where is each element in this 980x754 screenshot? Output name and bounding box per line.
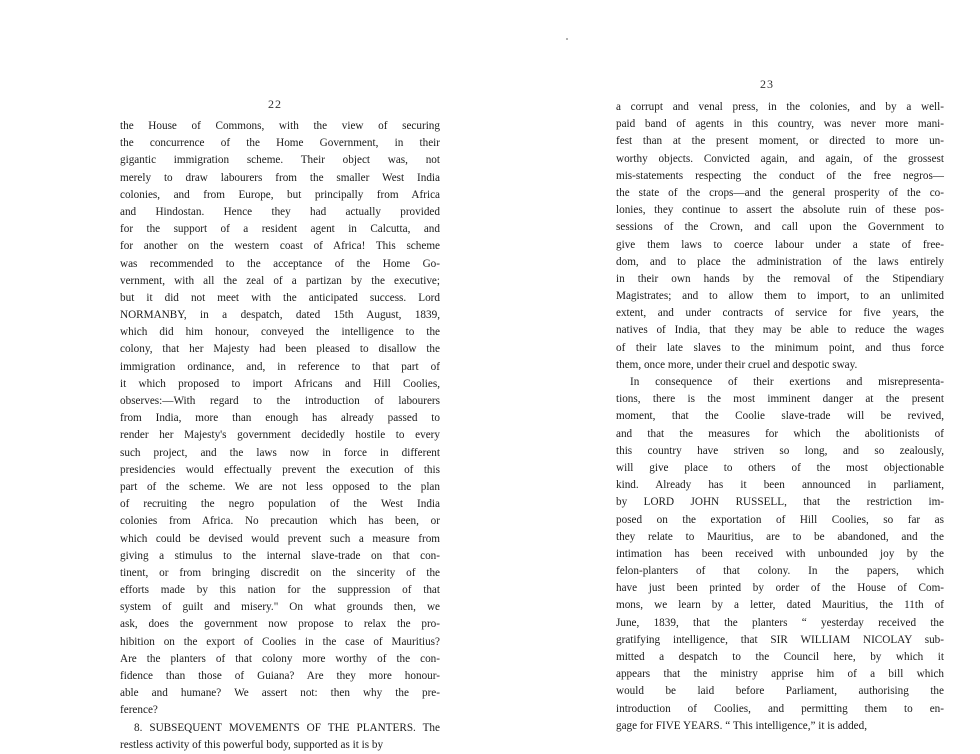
text-line: in their own hands by the removal of the Stipendiary [616, 272, 944, 285]
text-line: colony, that her Majesty had been pleased to disallow the [120, 343, 440, 356]
text-line: for the support of a resident agent in Calcutta, and [120, 223, 440, 236]
text-line: part of the scheme. We are not less opposed to the plan [120, 480, 440, 493]
text-line: natives of India, that they may be able to reduce the wages [616, 324, 944, 337]
text-line: mis-statements respecting the conduct of the free negros— [616, 169, 944, 182]
text-line: worthy objects. Convicted again, and again, of the grossest [616, 152, 944, 165]
text-line: fest than at the present moment, or directed to more un- [616, 135, 944, 148]
text-line: felon-planters of that colony. In the papers, which [616, 565, 944, 578]
text-line: efforts made by this nation for the suppression of that [120, 584, 440, 597]
text-line: was recommended to the acceptance of the Home Go- [120, 257, 440, 270]
text-line: NORMANBY, in a despatch, dated 15th August, 1839, [120, 309, 440, 322]
text-line: paid band of agents in this country, was never more mani- [616, 118, 944, 131]
text-line: render her Majesty's government decidedly hostile to every [120, 429, 440, 442]
text-line: give them laws to coerce labour under a state of free- [616, 238, 944, 251]
text-line: dom, and to place the administration of the laws entirely [616, 255, 944, 268]
text-line: from India, more than enough has already passed to [120, 412, 440, 425]
text-line: system of guilt and misery." On what grounds then, we [120, 601, 440, 614]
text-line: appears that the ministry apprise him of a bill which [616, 668, 944, 681]
text-line: moment, that the Coolie slave-trade will be revived, [616, 410, 944, 423]
text-line: for another on the western coast of Africa! This scheme [120, 240, 440, 253]
text-line: gratifying intelligence, that SIR WILLIAM NICOLAY sub- [616, 633, 944, 646]
text-line: have just been printed by order of the House of Com- [616, 582, 944, 595]
text-line: gage for FIVE YEARS. “ This intelligence,” it is added, [616, 719, 868, 732]
text-line: kind. Already has it been announced in parliament, [616, 479, 944, 492]
right-page-text [616, 99, 944, 735]
text-line: Magistrates; and to allow them to import, to an unlimited [616, 290, 944, 303]
text-line: restless activity of this powerful body, supported as it is by [120, 738, 384, 751]
text-line: hibition on the export of Coolies in the case of Mauritius? [120, 635, 440, 648]
text-line: ference? [120, 704, 158, 717]
text-line: mons, we learn by a letter, dated Mauritius, the 11th of [616, 599, 944, 612]
text-line: merely to draw labourers from the smaller West India [120, 171, 440, 184]
text-line: colonies from Africa. No precaution which has been, or [120, 515, 440, 528]
text-line: this country have striven so long, and so zealously, [616, 444, 944, 457]
text-line: would be laid before Parliament, authorising the [616, 685, 944, 698]
text-line: the concurrence of the Home Government, in their [120, 137, 440, 150]
page-speck [566, 38, 568, 40]
text-line: colonies, and from Europe, but principally from Africa [120, 188, 440, 201]
text-line: of recruiting the negro population of the West India [120, 498, 440, 511]
text-line: observes:—With regard to the introduction of labourers [120, 395, 440, 407]
text-line: and Hindostan. Hence they had actually provided [120, 205, 440, 218]
text-line: sessions of the Crown, and call upon the Government to [616, 221, 944, 234]
text-line: extent, and under contracts of service for five years, the [616, 307, 944, 320]
text-line: June, 1839, that the planters “ yesterday received the [616, 616, 944, 629]
text-line: lonies, they continue to assert the absolute ruin of these pos- [616, 204, 944, 217]
left-page-text [120, 118, 440, 754]
text-line: gigantic immigration scheme. Their object was, not [120, 154, 440, 167]
text-line: ask, does the government now propose to relax the pro- [120, 618, 440, 631]
text-line: which did him honour, conveyed the intelligence to the [120, 326, 440, 339]
text-line: vernment, with all the zeal of a partizan by the executive; [120, 274, 440, 287]
text-line: will give place to others of the most objectionable [616, 461, 944, 474]
left-page-number: 22 [268, 97, 282, 111]
text-line: of their late slaves to the minimum point, and thus force [616, 341, 944, 354]
text-line: they relate to Mauritius, are to be abandoned, and the [616, 530, 944, 543]
text-line: immigration ordinance, and, in reference to that part of [120, 360, 440, 373]
text-line: and that the measures for which the abolitionists of [616, 427, 944, 440]
text-line: mitted a despatch to the Council here, by which it [616, 651, 944, 663]
text-line: but it did not meet with the anticipated success. Lord [120, 291, 440, 304]
right-page-number: 23 [760, 77, 774, 91]
text-line: 8. SUBSEQUENT MOVEMENTS OF THE PLANTERS. The [134, 721, 440, 734]
text-line: giving a stimulus to the internal slave-trade on that con- [120, 549, 440, 562]
text-line: such project, and the laws now in force in different [120, 446, 440, 459]
text-line: presidencies would effectually prevent the execution of this [120, 463, 440, 476]
text-line: a corrupt and venal press, in the colonies, and by a well- [616, 101, 944, 113]
text-line: them, once more, under their cruel and despotic sway. [616, 358, 858, 371]
text-line: able and humane? We assert not: then why the pre- [120, 687, 440, 700]
text-line: the state of the crops—and the general prosperity of the co- [616, 186, 944, 199]
text-line: fidence than those of Guiana? Are they more honour- [120, 670, 440, 682]
text-line: it which proposed to import Africans and Hill Coolies, [120, 377, 440, 390]
text-line: posed on the exportation of Hill Coolies, so far as [616, 513, 944, 526]
text-line: intimation has been received with unbounded joy by the [616, 547, 944, 560]
text-line: which could be devised would prevent such a measure from [120, 532, 440, 545]
text-line: introduction of Coolies, and permitting them to en- [616, 702, 944, 715]
text-line: tinent, or from bringing discredit on the sincerity of the [120, 566, 440, 579]
text-line: In consequence of their exertions and misrepresenta- [630, 376, 944, 388]
text-line: tions, there is the most imminent danger at the present [616, 393, 944, 406]
text-line: the House of Commons, with the view of securing [120, 120, 440, 132]
text-line: Are the planters of that colony more worthy of the con- [120, 652, 440, 665]
text-line: by LORD JOHN RUSSELL, that the restriction im- [616, 496, 944, 509]
